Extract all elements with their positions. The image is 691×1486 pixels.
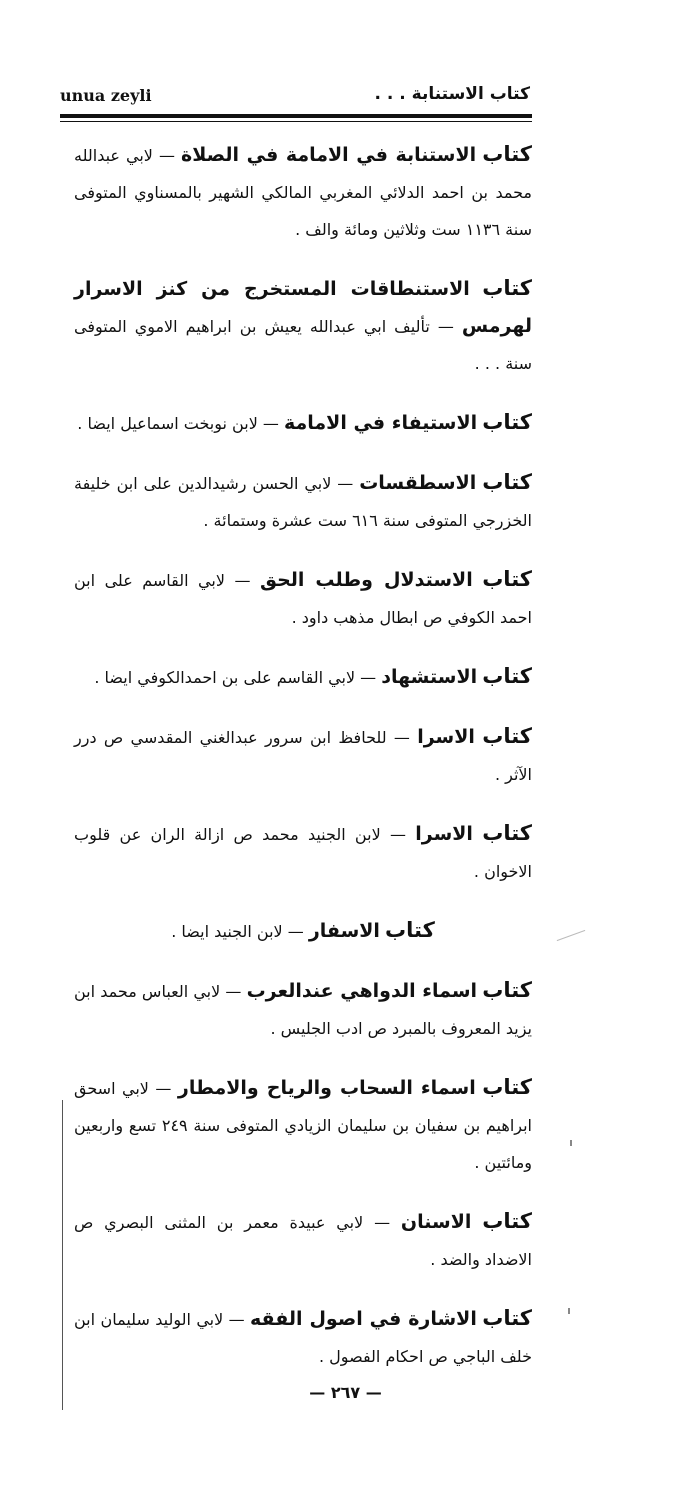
stray-mark — [557, 930, 586, 941]
entry-kitab-word: كتاب — [482, 724, 533, 748]
entry — [74, 658, 532, 696]
entry-kitab-word: كتاب — [482, 470, 532, 494]
entry-kitab-word: كتاب — [482, 276, 532, 300]
entry — [74, 815, 532, 890]
entry-body: — لابي عبدالله محمد بن احمد الدلائي المغربي المالكي الشهير بالمسناوي المتوفى سنة ١١٣٦ ست وثلاثين ومائة والف . — [74, 146, 532, 239]
entry-title: الاستنطاقات المستخرج من كنز الاسرار لهرمس — [74, 278, 532, 337]
entry-text — [74, 464, 532, 539]
entry-title: الاسنان — [400, 1211, 472, 1233]
entry-text — [74, 561, 532, 636]
entry — [74, 1069, 532, 1181]
entry-title: الاسرا — [415, 823, 473, 845]
entry — [74, 136, 532, 248]
entry — [74, 912, 532, 950]
entry-kitab-word: كتاب — [482, 567, 532, 591]
entry — [74, 404, 532, 442]
entry-kitab-word: كتاب — [482, 410, 532, 434]
entry-body: — لابي العباس محمد ابن يزيد المعروف بالمبرد ص ادب الجليس . — [74, 982, 532, 1038]
entry-title: اسماء الدواهي عندالعرب — [246, 980, 478, 1002]
entry-kitab-word: كتاب — [482, 821, 532, 845]
entry-text — [74, 404, 532, 442]
entry-text — [74, 270, 532, 382]
entry — [74, 561, 532, 636]
entry-title: الاستدلال وطلب الحق — [259, 569, 473, 591]
entry-text — [74, 815, 532, 890]
entry — [74, 270, 532, 382]
entry-title: الاشارة في اصول الفقه — [250, 1308, 477, 1330]
entries-list — [74, 136, 532, 1397]
entry-title: الاسطقسات — [359, 472, 477, 494]
page-number: — ٢٦٧ — — [309, 1383, 382, 1402]
entry-title: الاسفار — [308, 920, 380, 942]
entry-kitab-word: كتاب — [482, 142, 532, 166]
entry-title: الاسرا — [417, 726, 475, 748]
entry — [74, 1203, 532, 1278]
entry-title: الاستشهاد — [381, 666, 478, 688]
entry-body: — لابي الحسن رشيدالدين على ابن خليفة الخزرجي المتوفى سنة ٦١٦ ست عشرة وستمائة . — [74, 474, 532, 530]
running-header — [60, 84, 530, 108]
entry-kitab-word: كتاب — [482, 978, 532, 1002]
entry-text — [74, 136, 532, 248]
entry — [74, 464, 532, 539]
entry-text — [74, 658, 532, 696]
entry-title: اسماء السحاب والرياح والامطار — [177, 1077, 476, 1099]
entry-title: الاستنابة في الامامة في الصلاة — [181, 144, 477, 166]
entry-text — [74, 718, 532, 793]
entry-body: — للحافظ ابن سرور عبدالغني المقدسي ص درر الآثر . — [74, 728, 532, 784]
entry-kitab-word: كتاب — [482, 664, 532, 688]
entry — [74, 972, 532, 1047]
entry-body: — لابي الوليد سليمان ابن خلف الباجي ص احكام الفصول . — [74, 1310, 532, 1366]
entry-kitab-word: كتاب — [385, 918, 435, 942]
entry-text — [74, 1203, 532, 1278]
entry-text — [74, 972, 532, 1047]
entry-text — [74, 1069, 532, 1181]
entry-kitab-word: كتاب — [482, 1306, 533, 1330]
entry-body: — لابن نوبخت اسماعيل ايضا . — [77, 414, 279, 433]
entry-body: — لابي القاسم على بن احمدالكوفي ايضا . — [94, 668, 377, 687]
entry-body: — تأليف ابي عبدالله يعيش بن ابراهيم الاموي المتوفى سنة . . . — [74, 317, 532, 373]
entry — [74, 718, 532, 793]
margin-mark — [568, 1308, 570, 1314]
header-latin-note: unua zeyli — [60, 86, 152, 105]
header-rule-thin — [60, 121, 532, 122]
margin-mark — [570, 1140, 572, 1146]
entry-body: — لابي عبيدة معمر بن المثنى البصري ص الاضداد والضد . — [74, 1213, 532, 1269]
entry-body: — لابي القاسم على ابن احمد الكوفي ص ابطال مذهب داود . — [74, 571, 532, 627]
entry-body: — لابي اسحق ابراهيم بن سفيان بن سليمان الزيادي المتوفى سنة ٢٤٩ تسع واربعين ومائتين . — [74, 1079, 532, 1172]
entry-title: الاستيفاء في الامامة — [284, 412, 478, 434]
header-rule-thick — [60, 114, 532, 118]
entry-body: — لابن الجنيد ايضا . — [171, 922, 304, 941]
header-running-title: كتاب الاستنابة . . . — [374, 84, 530, 104]
entry-text — [74, 912, 532, 950]
entry — [74, 1300, 532, 1375]
margin-line — [62, 1100, 63, 1410]
entry-text — [74, 1300, 532, 1375]
entry-body: — لابن الجنيد محمد ص ازالة الران عن قلوب الاخوان . — [74, 825, 532, 881]
entry-kitab-word: كتاب — [482, 1075, 532, 1099]
entry-kitab-word: كتاب — [482, 1209, 532, 1233]
